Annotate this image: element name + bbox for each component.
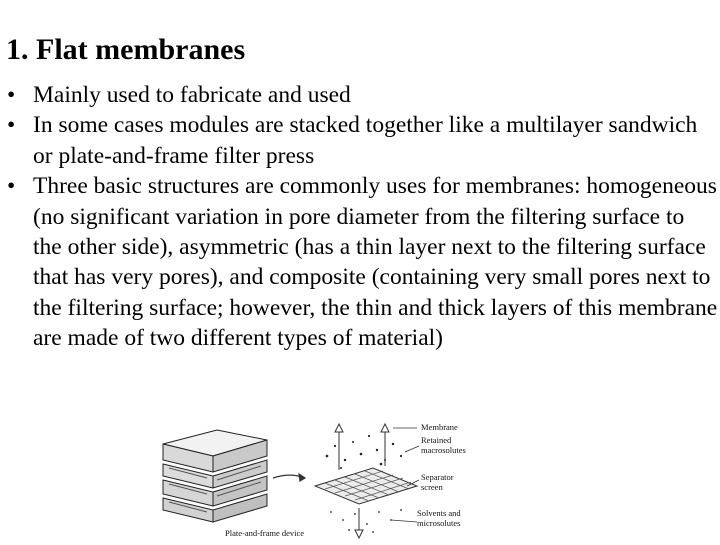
bullet-dot: • xyxy=(7,173,16,200)
solvents-label-line1: Solvents and xyxy=(417,508,461,518)
solvents-label-line2: microsolutes xyxy=(417,518,461,528)
bullet-text: Mainly used to fabricate and used xyxy=(33,82,351,108)
separator-label-line1: Separator xyxy=(421,472,454,482)
plate-and-frame-illustration xyxy=(155,416,475,540)
device-caption: Plate-and-frame device xyxy=(225,528,305,538)
membrane-figure xyxy=(155,416,475,540)
bullet-dot: • xyxy=(7,112,16,139)
bullet-item xyxy=(6,171,718,353)
detail-arrow-icon xyxy=(273,474,305,481)
retained-label-line1: Retained xyxy=(421,435,452,445)
bullet-dot: • xyxy=(7,82,16,108)
slide-title: 1. Flat membranes xyxy=(6,33,246,66)
bullet-item xyxy=(6,80,718,110)
bullet-item xyxy=(6,110,718,171)
retained-label-line2: macrosolutes xyxy=(421,445,466,455)
plate-stack-icon xyxy=(163,430,267,522)
separator-label-line2: screen xyxy=(421,482,443,492)
membrane-detail-icon xyxy=(315,424,419,538)
bullet-list xyxy=(6,80,718,354)
bullet-text: In some cases modules are stacked together like a multilayer sandwich or plate-and-frame filter press xyxy=(33,112,698,169)
bullet-text: Three basic structures are commonly uses for membranes: homogeneous (no significant variation in pore diameter from the filtering surface to the other side), asymmetric (has a thin layer next to the filtering surface that has very pores), and composite (containing very small pores next to the filtering surface; however, the thin and thick layers of this membrane are made of two different types of material) xyxy=(33,173,718,352)
membrane-label: Membrane xyxy=(421,422,458,432)
